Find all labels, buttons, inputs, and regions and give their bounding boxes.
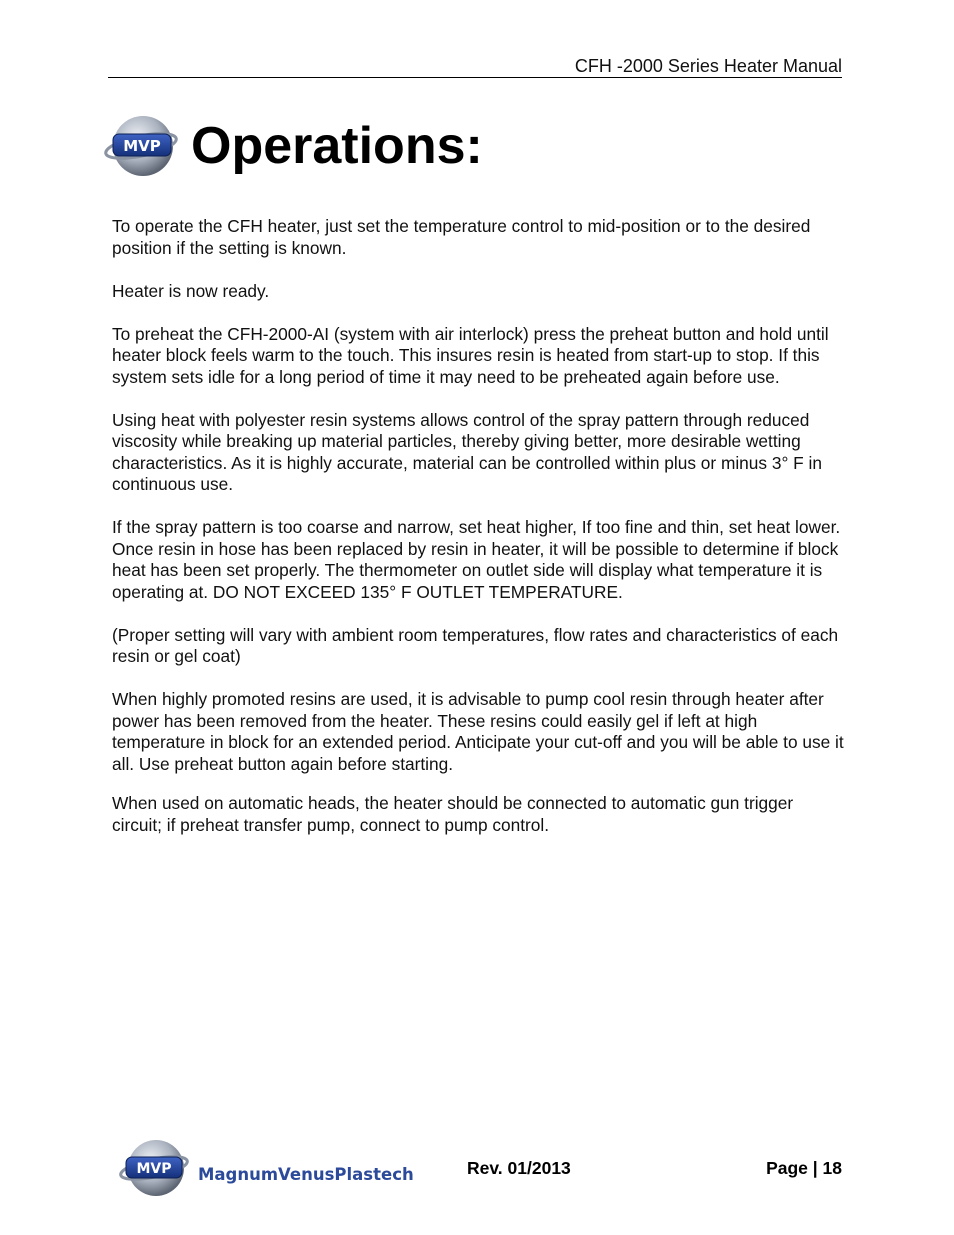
paragraph: If the spray pattern is too coarse and narrow, set heat higher, If too fine and thin, set heat lower. Once resin in hose has been replaced by resin in heater, it will be possible to determine if block heat has been set properly. The thermometer on outlet side will display what temperature it is operating at. DO NOT EXCEED 135° F OUTLET TEMPERATURE.	[112, 517, 841, 602]
footer-logo-wordmark: MagnumVenusPlastech	[198, 1165, 414, 1184]
revision-label: Rev. 01/2013	[467, 1158, 571, 1178]
paragraph: When highly promoted resins are used, it is advisable to pump cool resin through heater after power has been removed from the heater. These resins could easily gel if left at high temperature in block for an extended period. Anticipate your cut-off and you will be able to use it all. Use preheat button again before starting.	[112, 689, 844, 774]
paragraph: Using heat with polyester resin systems allows control of the spray pattern through reduced viscosity while breaking up material particles, thereby giving better, more desirable wetting characteristics. As it is highly accurate, material can be controlled within plus or minus 3° F in continuous use.	[112, 409, 822, 494]
paragraph: To operate the CFH heater, just set the temperature control to mid-position or to the desired position if the setting is known.	[112, 216, 811, 258]
page-footer	[0, 1130, 954, 1210]
manual-title: CFH -2000 Series Heater Manual	[574, 56, 842, 76]
body-content	[112, 216, 846, 858]
paragraph: When used on automatic heads, the heater should be connected to automatic gun trigger circuit; if preheat transfer pump, connect to pump control.	[112, 793, 794, 835]
footer-logo-badge-text: MVP	[136, 1161, 172, 1177]
company-logo	[118, 1134, 418, 1198]
page-title: Operations:	[191, 117, 483, 175]
mvp-logo-icon	[103, 108, 179, 184]
paragraph: (Proper setting will vary with ambient room temperatures, flow rates and characteristics of each resin or gel coat)	[112, 624, 839, 666]
paragraph: To preheat the CFH-2000-AI (system with air interlock) press the preheat button and hold until heater block feels warm to the touch. This insures resin is heated from start-up to stop. If this system sets idle for a long period of time it may need to be preheated again before use.	[112, 323, 829, 387]
header-divider	[108, 77, 842, 78]
paragraph: Heater is now ready.	[112, 280, 270, 301]
logo-text: MVP	[123, 137, 161, 155]
section-heading	[103, 108, 483, 184]
page-number: Page | 18	[766, 1158, 842, 1178]
